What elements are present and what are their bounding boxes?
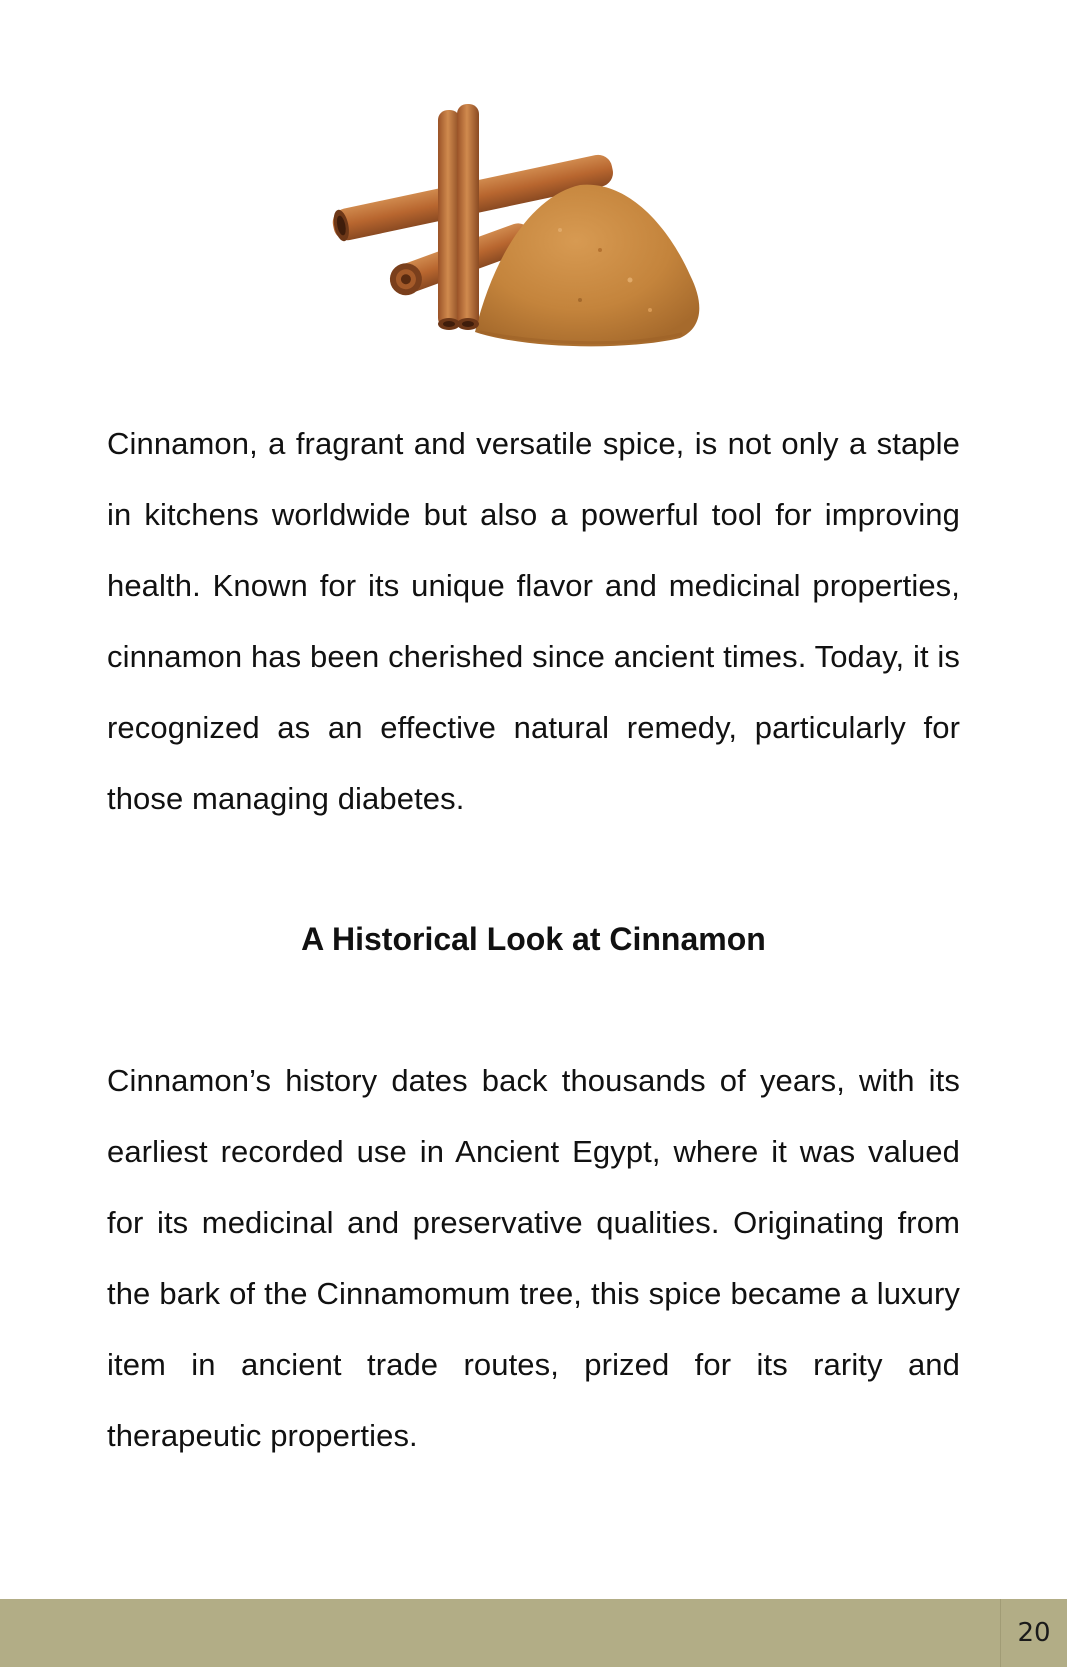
history-paragraph: Cinnamon’s history dates back thousands of years, with its earliest recorded use in Ancient Egypt, where it was valued for its medicinal and preservative qualities. Originating from the bark of the Cinnamomum tree, this spice became a luxury item in ancient trade routes, prized for its rarity and therapeutic properties. [107, 1063, 960, 1453]
cinnamon-illustration-icon [330, 100, 740, 375]
footer-bar [0, 1599, 1067, 1667]
page-number: 20 [1000, 1599, 1067, 1667]
intro-paragraph: Cinnamon, a fragrant and versatile spice, is not only a staple in kitchens worldwide but also a powerful tool for improving health. Known for its unique flavor and medicinal properties, cinnamon has been cherished since ancient times. Today, it is recognized as an effective natural remedy, particularly for those managing diabetes. [107, 426, 960, 816]
section-heading: A Historical Look at Cinnamon [301, 921, 766, 957]
